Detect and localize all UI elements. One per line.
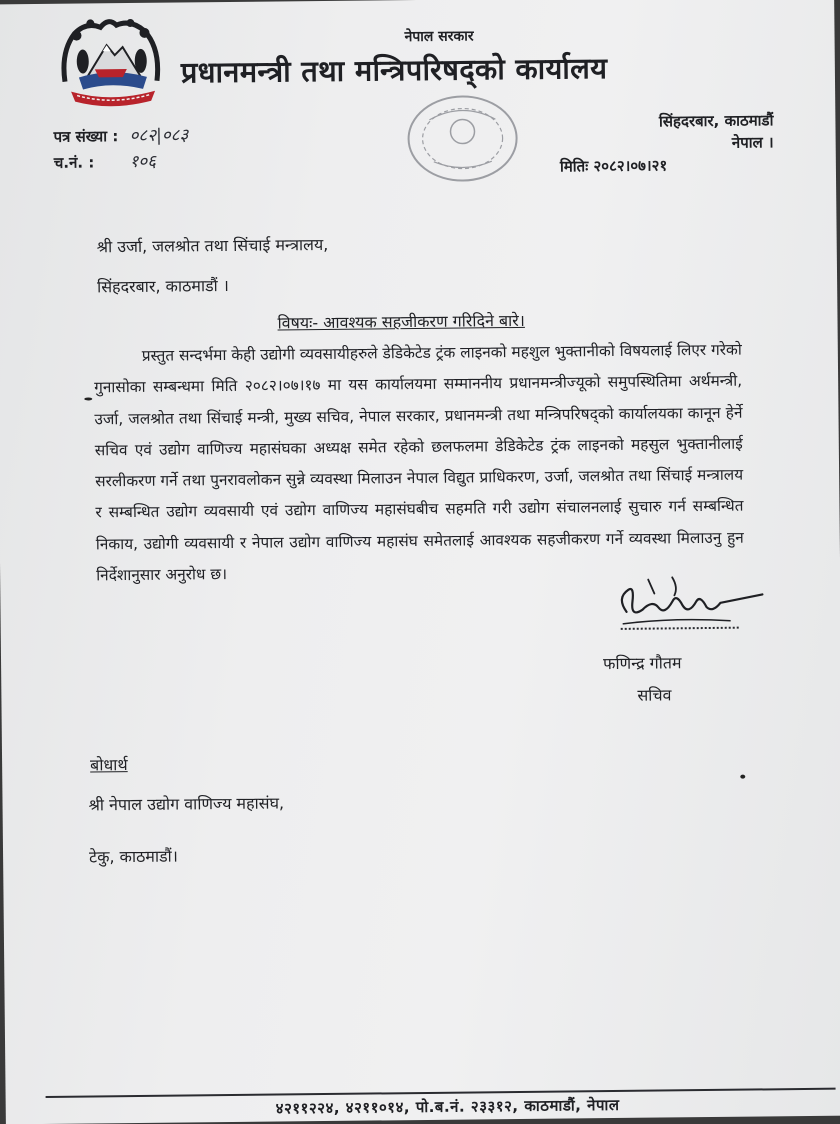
- recipient-line1: श्री उर्जा, जलश्रोत तथा सिंचाई मन्त्रालय,: [96, 234, 329, 257]
- government-name: नेपाल सरकार: [404, 28, 474, 46]
- letter-date: [560, 155, 668, 176]
- letter-number-label: पत्र संख्या :: [53, 127, 119, 146]
- recipient-line2: सिंहदरबार, काठमाडौं ।: [97, 275, 230, 297]
- cc-line2: टेकु, काठमाडौं।: [88, 846, 178, 867]
- date-label: मितिः: [559, 157, 589, 176]
- dispatch-number-value: १०६: [129, 151, 157, 173]
- dispatch-number-label: च.नं. :: [53, 153, 95, 172]
- cc-line1: श्री नेपाल उद्योग वाणिज्य महासंघ,: [88, 793, 285, 815]
- footer-contact: ४२११२२४, ४२११०१४, पो.ब.नं. २३३१२, काठमाडौं, नेपाल: [275, 1095, 620, 1118]
- ink-speck: [84, 397, 92, 400]
- signatory-name: फणिन्द्र गौतम: [602, 653, 682, 674]
- letter-body: प्रस्तुत सन्दर्भमा केही उद्योगी व्यवसायीहरुले डेडिकेटेड ट्रंक लाइनको महशुल भुक्तानीको विषयलाई लिएर गरेको गुनासोका सम्बन्धमा मिति २०८२।०७।१७ मा यस कार्यालयमा सम्माननीय प्रधानमन्त्रीज्यूको समुपस्थितिमा अर्थमन्त्री, उर्जा, जलश्रोत तथा सिंचाई मन्त्री, मुख्य सचिव, नेपाल सरकार, प्रधानमन्त्री तथा मन्त्रिपरिषद्‌को कार्यालयका कानून हेर्ने सचिव एवं उद्योग वाणिज्य महासंघका अध्यक्ष समेत रहेको छलफलमा डेडिकेटेड ट्रंक लाइनको महसुल भुक्तानीलाई सरलीकरण गर्ने तथा पुनरावलोकन सुन्ने व्यवस्था मिलाउन नेपाल विद्युत प्राधिकरण, उर्जा, जलश्रोत तथा सिंचाई मन्त्रालय र सम्बन्धित उद्योग व्यवसायी एवं उद्योग वाणिज्य महासंघबीच सहमति गरी उद्योग संचालनलाई सुचारु गर्न सम्बन्धित निकाय, उद्योगी व्यवसायी र नेपाल उद्योग वाणिज्य महासंघ समेतलाई आवश्यक सहजीकरण गर्ने व्यवस्था मिलाउनु हुन निर्देशानुसार अनुरोध छ।: [94, 340, 744, 585]
- cc-label: बोधार्थ: [90, 755, 128, 775]
- letter-number-value: ०८२|०८३: [129, 125, 189, 147]
- ink-speck: [740, 775, 745, 779]
- dispatch-number: [54, 149, 156, 173]
- signatory-title: सचिव: [637, 685, 672, 705]
- handwritten-signature-icon: [612, 570, 773, 642]
- office-title: प्रधानमन्त्री तथा मन्त्रिपरिषद्‌को कार्यालय: [180, 51, 608, 90]
- date-value: २०८२।०७।२१: [593, 156, 668, 176]
- nepal-emblem-icon: [56, 11, 165, 110]
- office-seal-icon: [403, 91, 522, 186]
- office-address-line2: नेपाल ।: [731, 133, 774, 152]
- subject-line: विषयः- आवश्यक सहजीकरण गरिदिने बारे।: [277, 310, 525, 333]
- letter-number: [53, 122, 188, 146]
- office-address-line1: सिंहदरबार, काठमाडौं: [658, 111, 774, 131]
